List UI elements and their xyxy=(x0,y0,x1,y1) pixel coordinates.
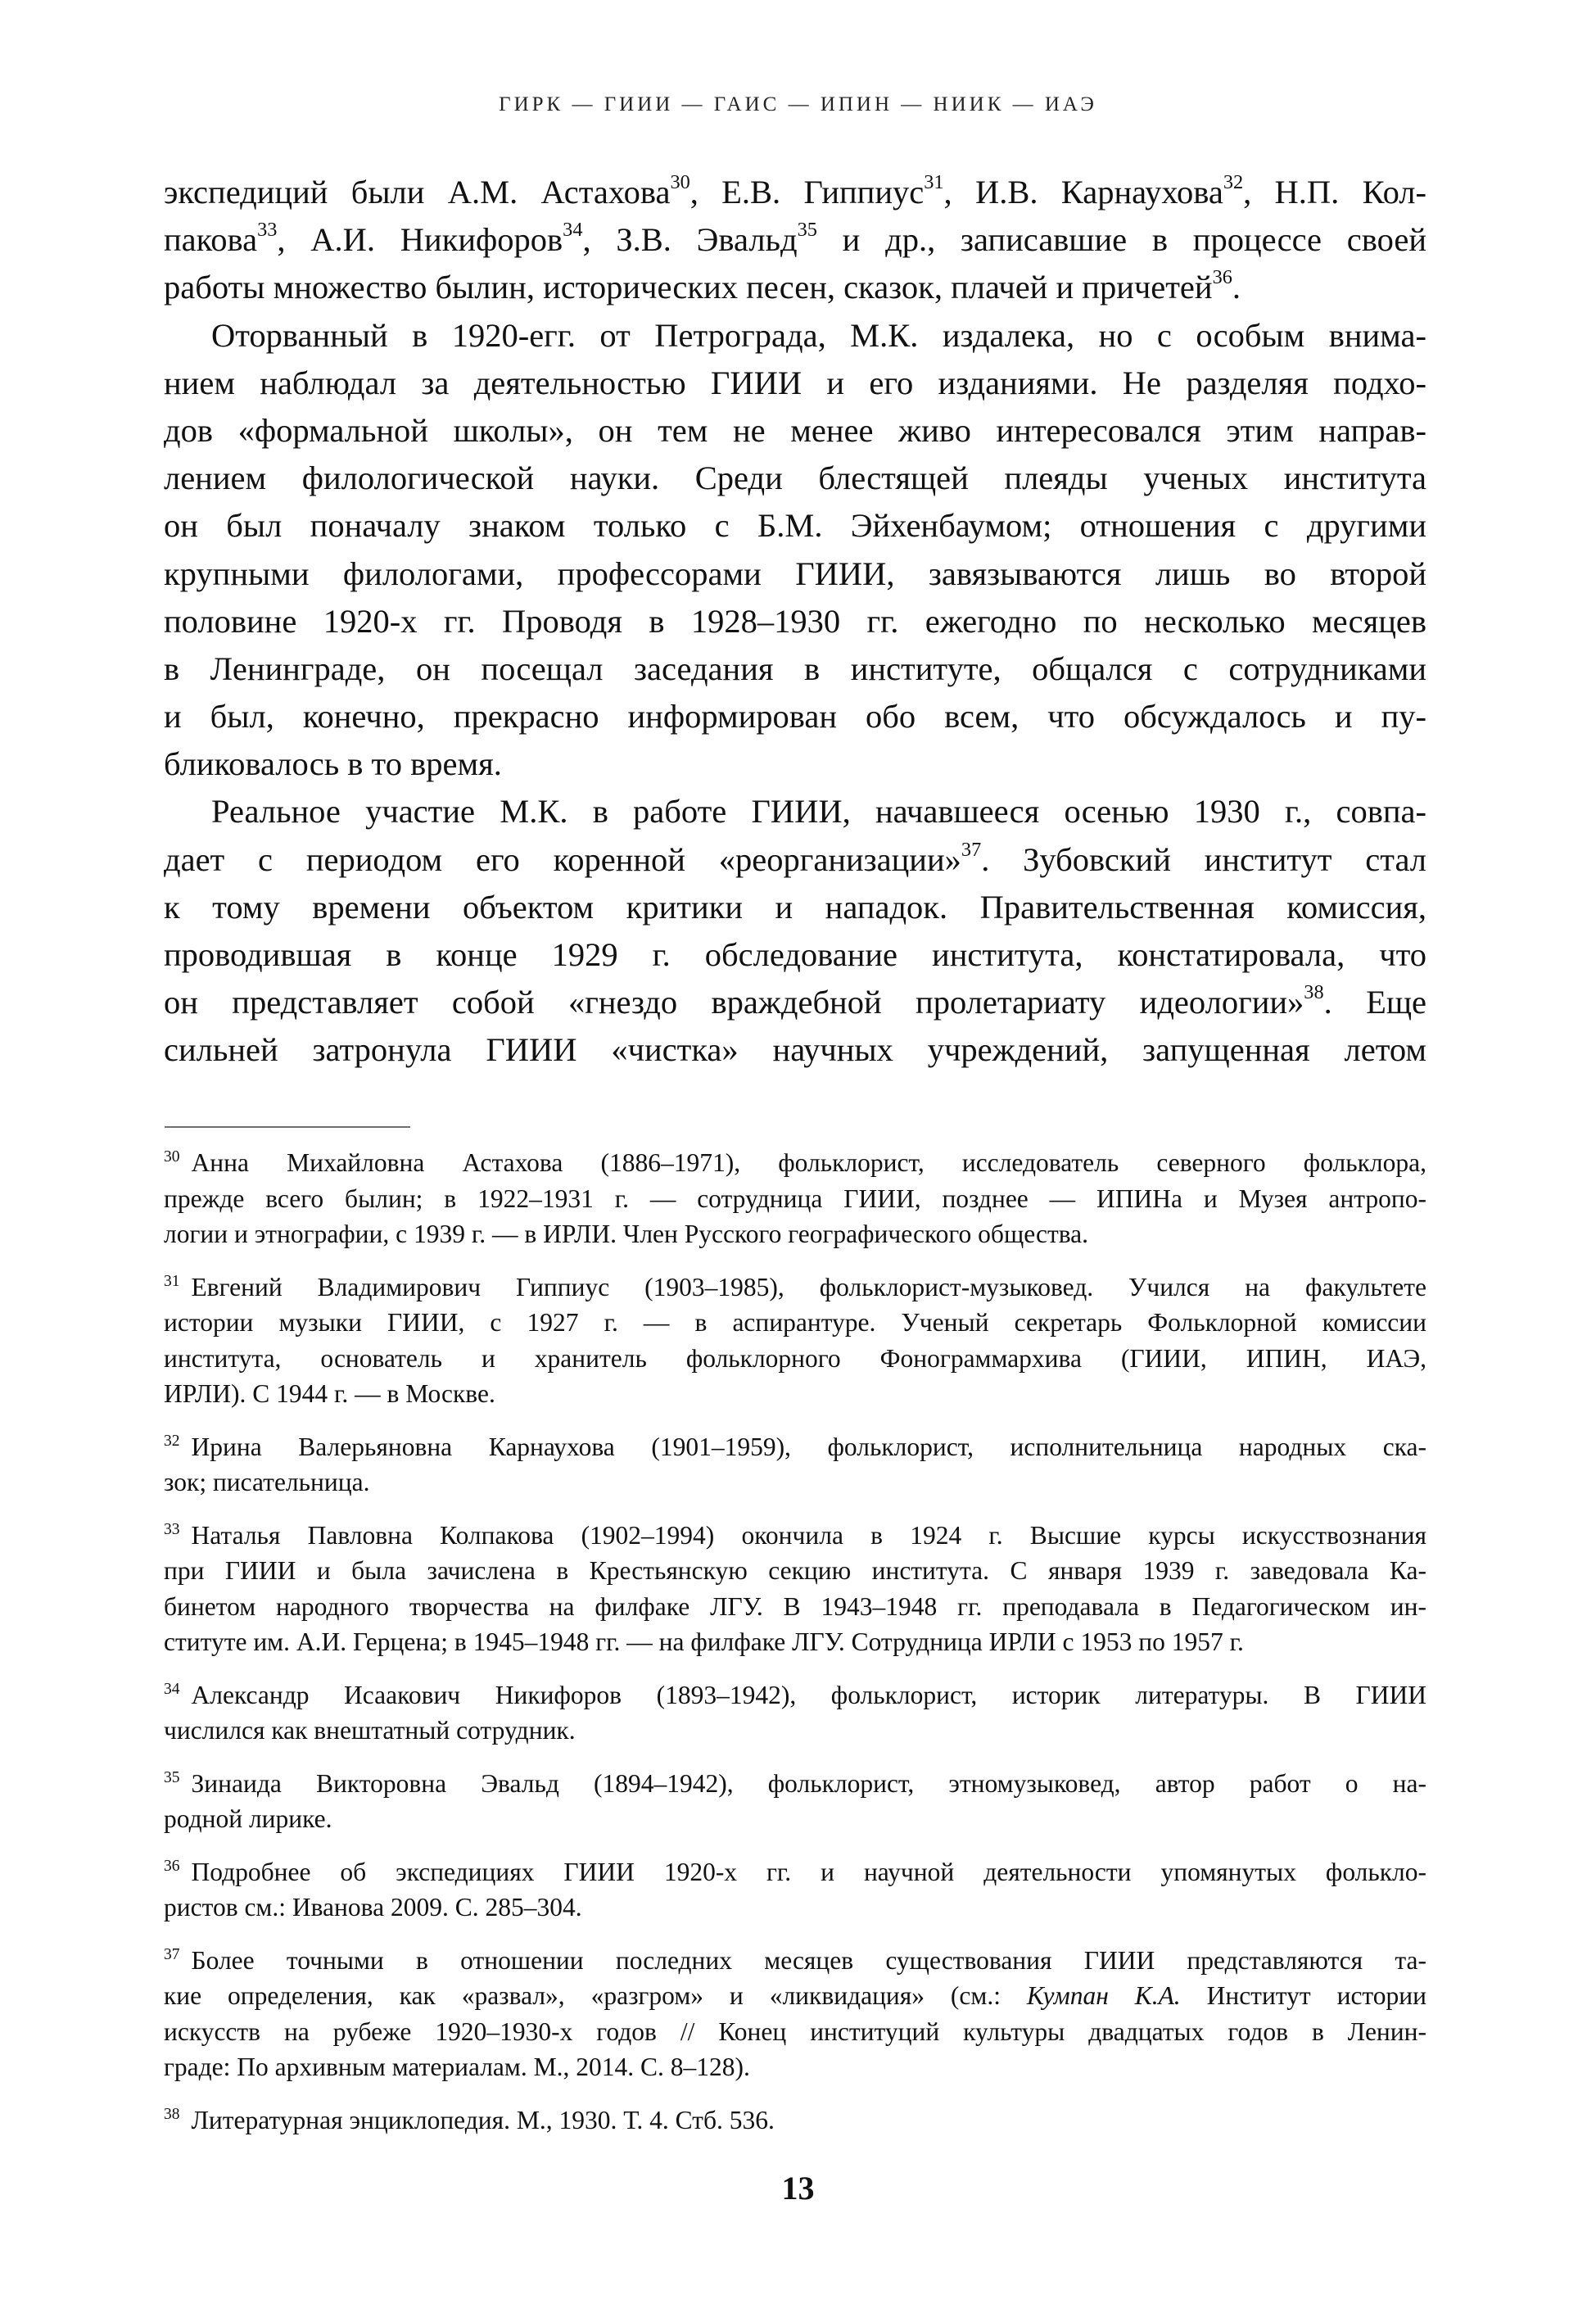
text-line xyxy=(164,502,1426,550)
text-run: Оторванный в 1920-егг. от Петрограда, М.К. издалека, но с особым внима- xyxy=(211,316,1426,354)
footnote-reference[interactable]: 31 xyxy=(924,170,944,193)
text-run: искусств на рубеже 1920–1930-х годов // Конец институций культуры двадцатых годов в Ленин- xyxy=(164,2016,1426,2046)
footnote-line xyxy=(164,1341,1426,1377)
footnote-number: 38 xyxy=(164,2105,180,2123)
text-run: крупными филологами, профессорами ГИИИ, завязываются лишь во второй xyxy=(164,554,1426,592)
footnote-line xyxy=(164,1713,1426,1749)
italic-text: Кумпан К.А. xyxy=(1026,1981,1181,2010)
text-run: дов «формальной школы», он тем не менее живо интересовался этим направ- xyxy=(164,411,1426,449)
text-run: лением филологической науки. Среди блестящей плеяды ученых института xyxy=(164,459,1426,497)
text-run: граде: По архивным материалам. М., 2014. С. 8–128). xyxy=(164,2053,750,2081)
text-line xyxy=(164,550,1426,598)
footnote-line xyxy=(164,1518,1426,1554)
text-line xyxy=(164,836,1426,884)
text-run: , З.В. Эвальд xyxy=(582,221,798,259)
footnote-line xyxy=(164,1216,1426,1252)
text-run: родной лирике. xyxy=(164,1804,332,1833)
text-run: Ирина Валерьяновна Карнаухова (1901–1959), фольклорист, исполнительница народных ска- xyxy=(191,1432,1426,1461)
text-line xyxy=(164,645,1426,693)
text-run: пакова xyxy=(164,221,258,259)
text-run: Александр Исаакович Никифоров (1893–1942), фольклорист, историк литературы. В ГИИИ xyxy=(191,1680,1426,1709)
footnote-reference[interactable]: 38 xyxy=(1304,980,1324,1003)
text-line xyxy=(164,407,1426,455)
text-run: Зинаида Викторовна Эвальд (1894–1942), фольклорист, этномузыковед, автор работ о на- xyxy=(191,1768,1426,1798)
footnote-line xyxy=(164,1624,1426,1660)
footnote-33 xyxy=(164,1518,1426,1660)
text-run: . Зубовский институт стал xyxy=(981,840,1426,878)
footnote-line xyxy=(164,1677,1426,1713)
text-run: экспедиций были А.М. Астахова xyxy=(164,174,671,210)
footnote-reference[interactable]: 35 xyxy=(797,218,817,241)
main-text xyxy=(164,169,1426,1075)
text-run: Наталья Павловна Колпакова (1902–1994) окончила в 1924 г. Высшие курсы искусствознания xyxy=(191,1520,1426,1550)
text-line xyxy=(164,1026,1426,1074)
footnote-37 xyxy=(164,1943,1426,2085)
footnote-line xyxy=(164,1429,1426,1465)
paragraph xyxy=(164,788,1426,1074)
footnote-line xyxy=(164,2014,1426,2050)
footnote-line xyxy=(164,1376,1426,1412)
footnote-line xyxy=(164,1145,1426,1181)
footnote-34 xyxy=(164,1677,1426,1749)
text-line xyxy=(164,931,1426,979)
footnote-31 xyxy=(164,1270,1426,1412)
footnote-number: 35 xyxy=(164,1768,180,1786)
text-run: бинетом народного творчества на филфаке ЛГУ. В 1943–1948 гг. преподавала в Педагогическом ин- xyxy=(164,1591,1426,1621)
text-run: он был поначалу знаком только с Б.М. Эйхенбаумом; отношения с другими xyxy=(164,507,1426,545)
text-run: зок; писательница. xyxy=(164,1468,370,1496)
footnote-number: 31 xyxy=(164,1272,180,1290)
text-run: в Ленинграде, он посещал заседания в институте, общался с сотрудниками xyxy=(164,650,1426,687)
footnote-line xyxy=(164,1978,1426,2014)
text-run: он представляет собой «гнездо враждебной пролетариату идеологии» xyxy=(164,984,1304,1021)
footnote-36 xyxy=(164,1854,1426,1926)
text-line xyxy=(164,740,1426,788)
text-line xyxy=(164,360,1426,407)
text-run: Реальное участие М.К. в работе ГИИИ, начавшееся осенью 1930 г., совпа- xyxy=(211,793,1426,831)
text-line xyxy=(164,598,1426,645)
footnote-number: 33 xyxy=(164,1520,180,1538)
text-run: проводившая в конце 1929 г. обследование института, констатировала, что xyxy=(164,936,1426,973)
text-line xyxy=(164,884,1426,931)
footnote-line xyxy=(164,1589,1426,1625)
text-line xyxy=(164,169,1426,216)
text-run: , Е.В. Гиппиус xyxy=(689,174,925,210)
footnote-line xyxy=(164,1854,1426,1890)
text-run: и был, конечно, прекрасно информирован обо всем, что обсуждалось и пу- xyxy=(164,698,1426,736)
page-number: 13 xyxy=(781,2170,815,2207)
text-run: работы множество былин, исторических песен, сказок, плачей и причетей xyxy=(164,269,1213,306)
text-run: к тому времени объектом критики и нападок. Правительственная комиссия, xyxy=(164,888,1426,926)
footnote-line xyxy=(164,2102,1426,2139)
paragraph xyxy=(164,312,1426,789)
text-run: половине 1920-х гг. Проводя в 1928–1930 гг. ежегодно по несколько месяцев xyxy=(164,602,1426,640)
footnote-number: 32 xyxy=(164,1432,180,1450)
text-line xyxy=(164,312,1426,360)
text-line xyxy=(164,979,1426,1026)
text-line xyxy=(164,788,1426,835)
footnote-line xyxy=(164,1270,1426,1306)
text-run: института, основатель и хранитель фольклорного Фонограммархива (ГИИИ, ИПИН, ИАЭ, xyxy=(164,1343,1426,1373)
footnote-reference[interactable]: 37 xyxy=(961,838,982,861)
footnote-reference[interactable]: 30 xyxy=(670,170,690,193)
footnotes xyxy=(164,1145,1426,2155)
footnote-line xyxy=(164,1890,1426,1926)
footnote-reference[interactable]: 34 xyxy=(563,218,583,241)
text-run: ристов см.: Иванова 2009. С. 285–304. xyxy=(164,1893,582,1921)
text-line xyxy=(164,693,1426,740)
text-run: Анна Михайловна Астахова (1886–1971), фольклорист, исследователь северного фольклора, xyxy=(191,1148,1426,1177)
text-run: ституте им. А.И. Герцена; в 1945–1948 гг. — на филфаке ЛГУ. Сотрудница ИРЛИ с 1953 по 1957 г. xyxy=(164,1627,1244,1656)
text-run: Более точными в отношении последних месяцев существования ГИИИ представляются та- xyxy=(191,1945,1426,1975)
text-run: прежде всего былин; в 1922–1931 г. — сотрудница ГИИИ, позднее — ИПИНа и Музея антропо- xyxy=(164,1184,1426,1213)
text-run: , И.В. Карнаухова xyxy=(943,174,1223,210)
text-run: сильней затронула ГИИИ «чистка» научных учреждений, запущенная летом xyxy=(164,1031,1426,1069)
footnote-line xyxy=(164,1464,1426,1500)
text-run: нием наблюдал за деятельностью ГИИИ и его изданиями. Не разделяя подхо- xyxy=(164,364,1426,401)
footnote-reference[interactable]: 32 xyxy=(1223,170,1244,193)
text-run: дает с периодом его коренной «реорганизации» xyxy=(164,840,961,878)
footnote-line xyxy=(164,2049,1426,2085)
text-run: бликовалось в то время. xyxy=(164,745,502,783)
running-head: ГИРК — ГИИИ — ГАИС — ИПИН — НИИК — ИАЭ xyxy=(499,93,1097,115)
text-run: Институт истории xyxy=(1180,1981,1426,2010)
footnote-38 xyxy=(164,2102,1426,2139)
footnote-number: 36 xyxy=(164,1857,180,1875)
footnote-reference[interactable]: 33 xyxy=(257,218,278,241)
footnote-line xyxy=(164,1943,1426,1979)
text-run: при ГИИИ и была зачислена в Крестьянскую секцию института. С января 1939 г. заведовала Ка- xyxy=(164,1556,1426,1585)
text-line xyxy=(164,264,1426,311)
footnote-35 xyxy=(164,1766,1426,1837)
footnote-number: 34 xyxy=(164,1680,180,1698)
footnote-number: 30 xyxy=(164,1148,180,1166)
text-run: , Н.П. Кол- xyxy=(1243,174,1427,210)
footnote-line xyxy=(164,1766,1426,1802)
text-line xyxy=(164,455,1426,502)
text-run: Подробнее об экспедициях ГИИИ 1920-х гг. и научной деятельности упомянутых фолькло- xyxy=(191,1857,1426,1886)
footnote-30 xyxy=(164,1145,1426,1252)
footnote-line xyxy=(164,1305,1426,1341)
text-run: . xyxy=(1232,269,1241,306)
footnote-line xyxy=(164,1181,1426,1217)
text-line xyxy=(164,216,1426,264)
footnote-line xyxy=(164,1553,1426,1589)
text-run: истории музыки ГИИИ, с 1927 г. — в аспирантуре. Ученый секретарь Фольклорной комиссии xyxy=(164,1308,1426,1337)
text-run: ИРЛИ). С 1944 г. — в Москве. xyxy=(164,1379,495,1408)
text-run: кие определения, как «развал», «разгром» и «ликвидация» (см.: xyxy=(164,1981,1027,2010)
text-run: числился как внештатный сотрудник. xyxy=(164,1716,576,1745)
text-run: и др., записавшие в процессе своей xyxy=(816,221,1426,259)
footnote-line xyxy=(164,1801,1426,1837)
footnote-number: 37 xyxy=(164,1945,180,1963)
text-run: Литературная энциклопедия. М., 1930. Т. 4. Стб. 536. xyxy=(191,2105,775,2134)
text-run: Евгений Владимирович Гиппиус (1903–1985), фольклорист-музыковед. Учился на факультете xyxy=(191,1272,1426,1301)
paragraph xyxy=(164,169,1426,312)
footnote-divider xyxy=(165,1126,410,1128)
text-run: , А.И. Никифоров xyxy=(277,221,563,259)
footnote-32 xyxy=(164,1429,1426,1500)
text-run: . Еще xyxy=(1323,984,1426,1021)
footnote-reference[interactable]: 36 xyxy=(1212,266,1232,289)
text-run: логии и этнографии, с 1939 г. — в ИРЛИ. Член Русского географического общества. xyxy=(164,1220,1089,1248)
